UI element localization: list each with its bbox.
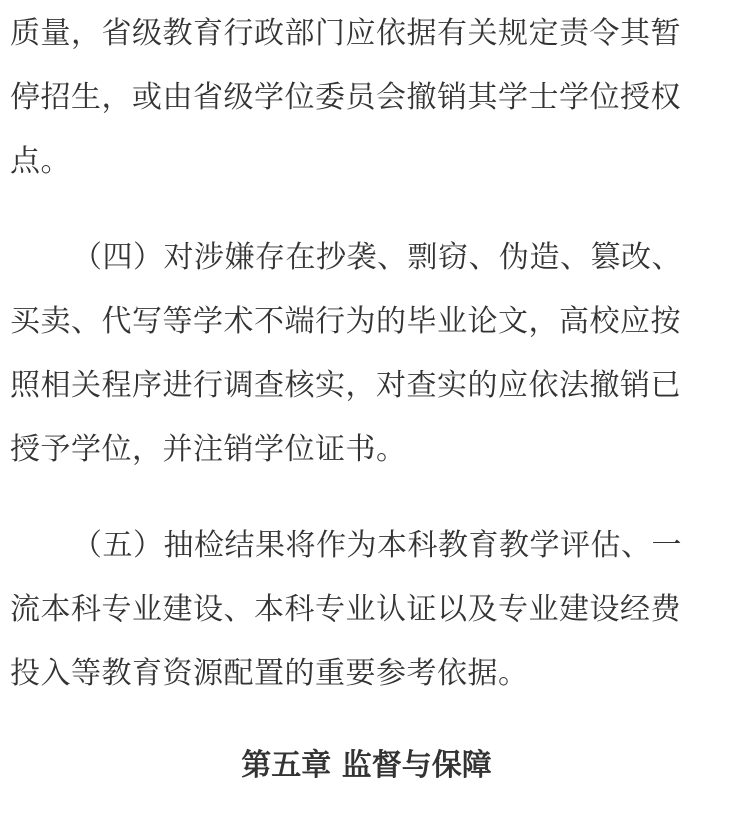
paragraph-3-line-3: 投入等教育资源配置的重要参考依据。 <box>10 656 529 691</box>
paragraph-3-line-1: （五）抽检结果将作为本科教育教学评估、一 <box>72 528 682 563</box>
paragraph-2-line-2: 买卖、代写等学术不端行为的毕业论文，高校应按 <box>10 304 681 339</box>
paragraph-1-line-3: 点。 <box>10 144 71 179</box>
paragraph-2-line-4: 授予学位，并注销学位证书。 <box>10 432 407 467</box>
paragraph-3-line-2: 流本科专业建设、本科专业认证以及专业建设经费 <box>10 592 681 627</box>
chapter-heading: 第五章 监督与保障 <box>241 748 492 783</box>
paragraph-1-line-2: 停招生，或由省级学位委员会撤销其学士学位授权 <box>10 80 681 115</box>
paragraph-2-line-3: 照相关程序进行调查核实，对查实的应依法撤销已 <box>10 368 681 403</box>
paragraph-2-line-1: （四）对涉嫌存在抄袭、剽窃、伪造、篡改、 <box>72 240 682 275</box>
paragraph-1-line-1: 质量，省级教育行政部门应依据有关规定责令其暂 <box>10 16 681 51</box>
